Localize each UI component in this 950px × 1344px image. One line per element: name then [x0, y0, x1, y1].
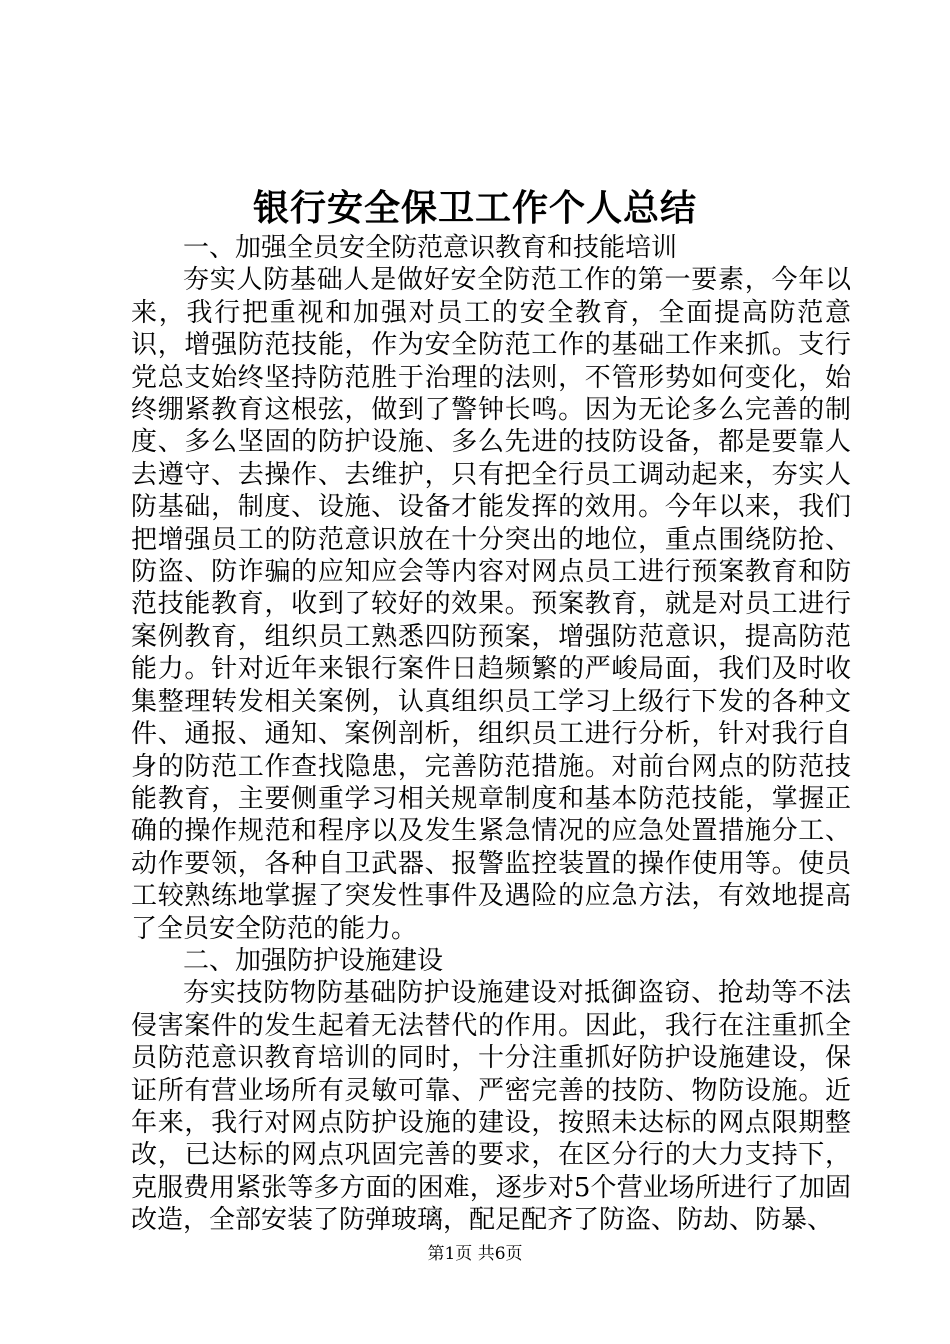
section-heading-1: 一、加强全员安全防范意识教育和技能培训 [183, 233, 678, 263]
document-body [131, 232, 851, 1237]
section-heading-2: 二、加强防护设施建设 [183, 945, 444, 976]
page-number-footer: 第1页 共6页 [427, 1244, 523, 1264]
document-title: 银行安全保卫工作个人总结 [252, 187, 697, 229]
body-paragraph-2: 夯实技防物防基础防护设施建设对抵御盗窃、抢劫等不法侵害案件的发生起着无法替代的作用。因此，我行在注重抓全员防范意识教育培训的同时，十分注重抓好防护设施建设，保证所有营业场所有灵敏可靠、严密完善的技防、物防设施。近年来，我行对网点防护设施的建设，按照未达标的网点限期整改，已达标的网点巩固完善的要求，在区分行的大力支持下，克服费用紧张等多方面的困难，逐步对5个营业场所进行了加固改造，全部安装了防弹玻璃，配足配齐了防盗、防劫、防暴、 [131, 978, 851, 1236]
body-paragraph-1: 夯实人防基础人是做好安全防范工作的第一要素，今年以来，我行把重视和加强对员工的安全教育，全面提高防范意识，增强防范技能，作为安全防范工作的基础工作来抓。支行党总支始终坚持防范胜于治理的法则，不管形势如何变化，始终绷紧教育这根弦，做到了警钟长鸣。因为无论多么完善的制度、多么坚固的防护设施、多么先进的技防设备，都是要靠人去遵守、去操作、去维护，只有把全行员工调动起来，夯实人防基础，制度、设施、设备才能发挥的效用。今年以来，我们把增强员工的防范意识放在十分突出的地位，重点围绕防抢、防盗、防诈骗的应知应会等内容对网点员工进行预案教育和防范技能教育，收到了较好的效果。预案教育，就是对员工进行案例教育，组织员工熟悉四防预案，增强防范意识，提高防范能力。针对近年来银行案件日趋频繁的严峻局面，我们及时收集整理转发相关案例，认真组织员工学习上级行下发的各种文件、通报、通知、案例剖析，组织员工进行分析，针对我行自身的防范工作查找隐患，完善防范措施。对前台网点的防范技能教育，主要侧重学习相关规章制度和基本防范技能，掌握正确的操作规范和程序以及发生紧急情况的应急处置措施分工、动作要领，各种自卫武器、报警监控装置的操作使用等。使员工较熟练地掌握了突发性事件及遇险的应急方法，有效地提高了全员安全防范的能力。 [131, 265, 851, 944]
